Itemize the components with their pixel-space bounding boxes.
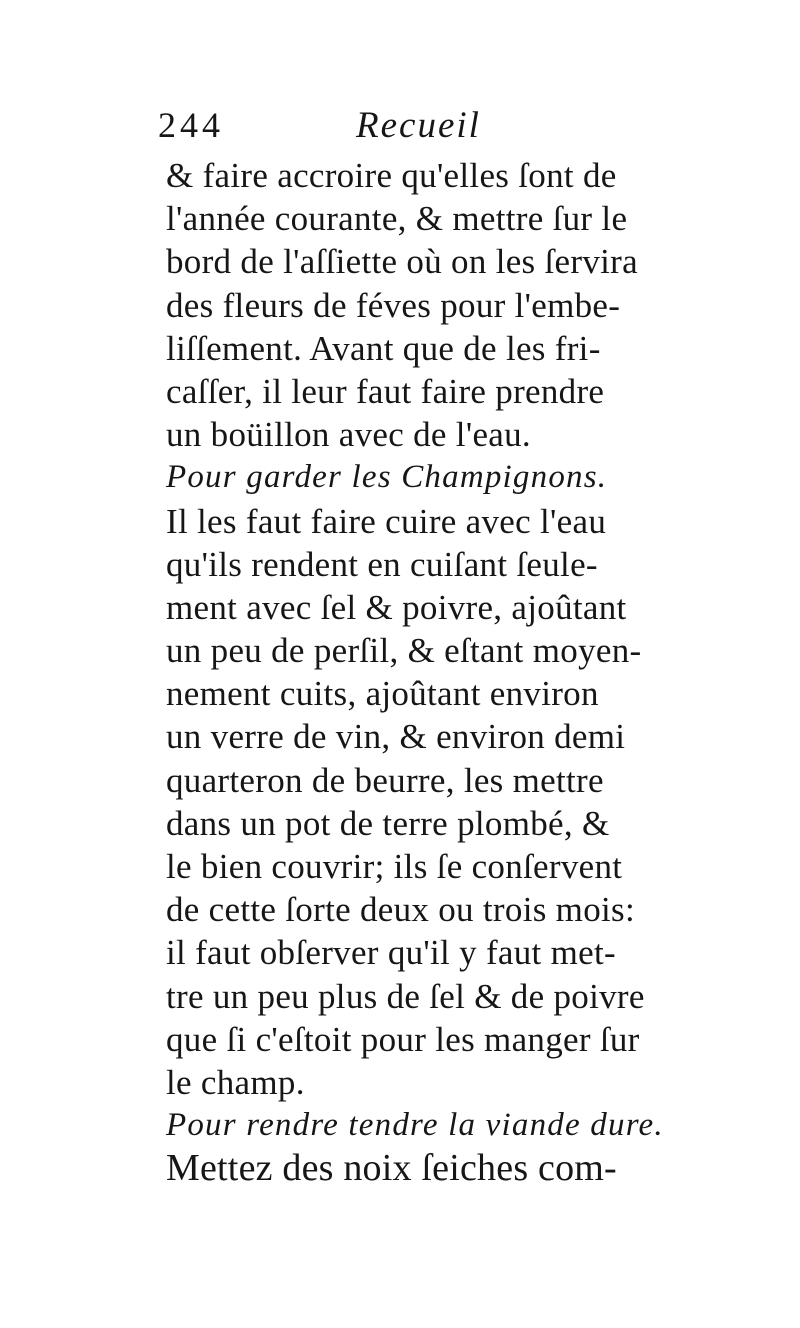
section-heading: Pour garder les Champignons. <box>166 459 608 496</box>
page-number: 244 <box>158 105 224 145</box>
text-line: il faut obſerver qu'il y faut met- <box>166 933 616 973</box>
text-line: un verre de vin, & environ demi <box>166 717 626 757</box>
text-line: Il les faut faire cuire avec l'eau <box>166 501 607 541</box>
text-line: un peu de perſil, & eſtant moyen- <box>166 631 642 671</box>
text-line: le bien couvrir; ils ſe conſervent <box>166 847 623 886</box>
text-line: liſſement. Avant que de les fri- <box>166 328 601 368</box>
text-line: ment avec ſel & poivre, ajoûtant <box>166 587 627 627</box>
text-line: & faire accroire qu'elles ſont de <box>166 156 617 195</box>
text-line: tre un peu plus de ſel & de poivre <box>166 976 645 1016</box>
running-title: Recueil <box>356 105 481 146</box>
page-text <box>166 154 706 1191</box>
text-line: bord de l'aſſiette où on les ſervira <box>166 242 638 282</box>
page-header <box>158 104 718 154</box>
text-line: que ſi c'eſtoit pour les manger ſur <box>166 1019 640 1059</box>
text-line: quarteron de beurre, les mettre <box>166 760 604 800</box>
text-line: l'année courante, & mettre ſur le <box>166 199 628 239</box>
text-line: un boüillon avec de l'eau. <box>166 415 531 455</box>
text-line: dans un pot de terre plombé, & <box>166 803 610 843</box>
text-line: caſſer, il leur faut faire prendre <box>166 371 605 411</box>
text-line: Mettez des noix ſeiches com- <box>166 1147 617 1190</box>
text-line: de cette ſorte deux ou trois mois: <box>166 890 635 930</box>
text-line: le champ. <box>166 1062 305 1102</box>
text-line: nement cuits, ajoûtant environ <box>166 674 599 714</box>
text-line: qu'ils rendent en cuiſant ſeule- <box>166 544 598 584</box>
section-heading: Pour rendre tendre la viande dure. <box>166 1107 664 1144</box>
text-line: des fleurs de féves pour l'embe- <box>166 285 621 325</box>
